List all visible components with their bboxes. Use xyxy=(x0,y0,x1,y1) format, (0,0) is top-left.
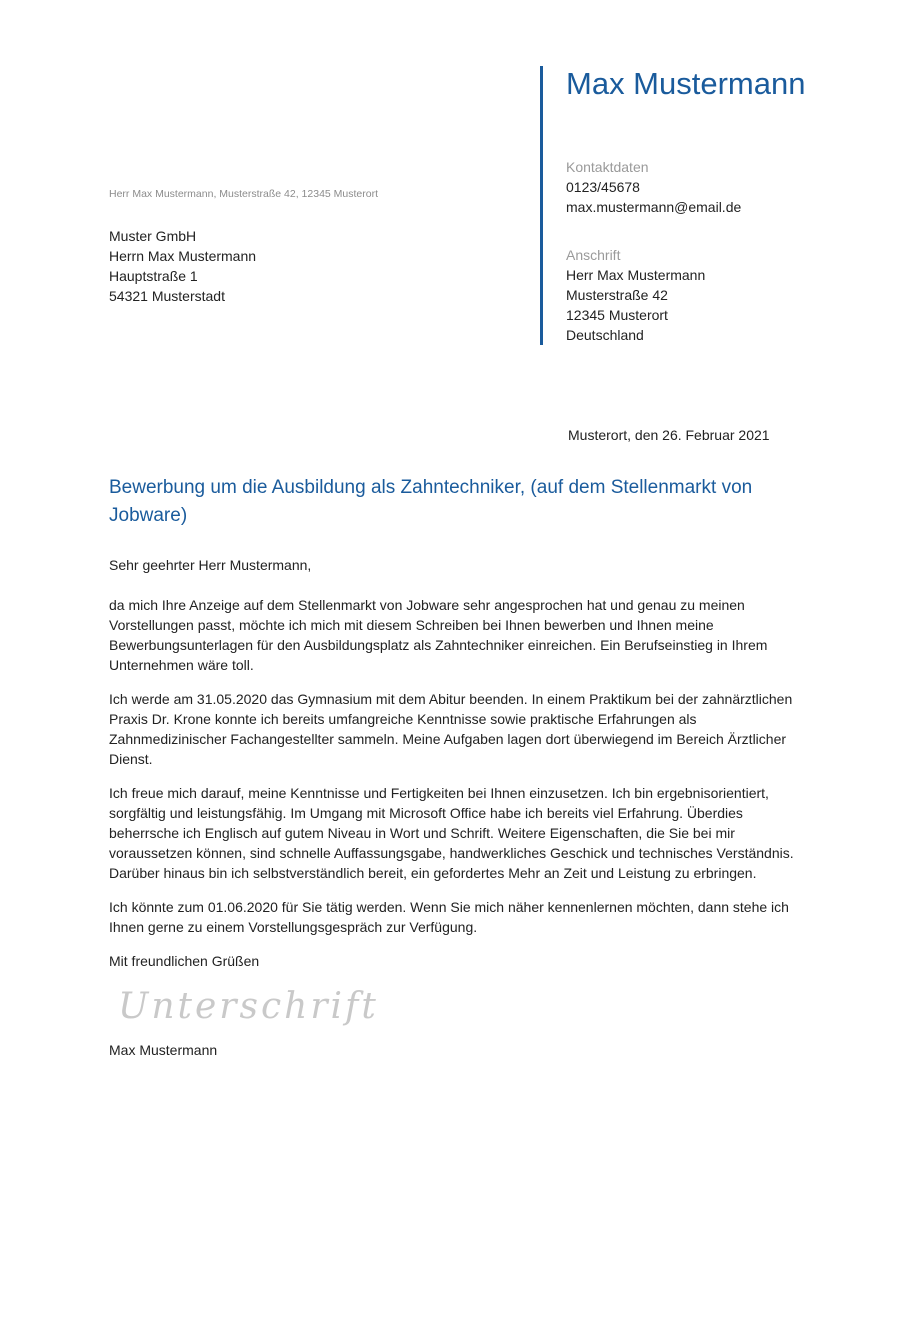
address-line: 12345 Musterort xyxy=(566,307,668,323)
recipient-block xyxy=(109,226,256,306)
salutation: Sehr geehrter Herr Mustermann, xyxy=(109,557,312,573)
body-paragraph: Ich freue mich darauf, meine Kenntnisse und Fertigkeiten bei Ihnen einzusetzen. Ich bin ergebnisorientiert, sorgfältig und leistungsfähig. Im Umgang mit Microsoft Office habe ich bereits viel Erfahrung. Überdies beherrsche ich Englisch auf gutem Niveau in Wort und Schrift. Weitere Eigenschaften, die Sie bei mir voraussetzen können, sind schnelle Auffassungsgabe, handwerkliches Geschick und technisches Verständnis. Darüber hinaus bin ich selbstverständlich bereit, ein gefordertes Mehr an Zeit und Leistung zu erbringen. xyxy=(109,785,794,881)
body-paragraph: Ich werde am 31.05.2020 das Gymnasium mit dem Abitur beenden. In einem Praktikum bei der zahnärztlichen Praxis Dr. Krone konnte ich bereits umfangreiche Kenntnisse sowie praktische Erfahrungen als Zahnmedizinischer Fachangestellter sammeln. Meine Aufgaben lagen dort überwiegend im Bereich Ärztlicher Dienst. xyxy=(109,691,793,767)
recipient-line: 54321 Musterstadt xyxy=(109,288,225,304)
closing: Mit freundlichen Grüßen xyxy=(109,953,260,969)
accent-divider xyxy=(540,66,543,345)
address-line: Musterstraße 42 xyxy=(566,287,668,303)
body-paragraph: Ich könnte zum 01.06.2020 für Sie tätig werden. Wenn Sie mich näher kennenlernen möchten, dann stehe ich Ihnen gerne zu einem Vorstellungsgespräch zur Verfügung. xyxy=(109,899,789,935)
letter-subject: Bewerbung um die Ausbildung als Zahntechniker, (auf dem Stellenmarkt von Jobware) xyxy=(109,477,753,526)
recipient-line: Muster GmbH xyxy=(109,228,197,244)
signer-name: Max Mustermann xyxy=(109,1042,218,1058)
address-block xyxy=(566,245,705,345)
address-label: Anschrift xyxy=(566,247,621,263)
sender-line: Herr Max Mustermann, Musterstraße 42, 12345 Musterort xyxy=(109,188,379,200)
address-line: Deutschland xyxy=(566,327,644,343)
contact-label: Kontaktdaten xyxy=(566,159,649,175)
contact-email: max.mustermann@email.de xyxy=(566,199,742,215)
applicant-name: Max Mustermann xyxy=(566,66,806,101)
letter-date: Musterort, den 26. Februar 2021 xyxy=(568,427,770,443)
contact-phone: 0123/45678 xyxy=(566,179,640,195)
address-line: Herr Max Mustermann xyxy=(566,267,706,283)
signature: Unterschrift xyxy=(118,986,379,1027)
body-paragraph: da mich Ihre Anzeige auf dem Stellenmarkt von Jobware sehr angesprochen hat und genau zu meinen Vorstellungen passt, möchte ich mich mit diesem Schreiben bei Ihnen bewerben und Ihnen meine Bewerbungsunterlagen für den Ausbildungsplatz als Zahntechniker einreichen. Ein Berufseinstieg in Ihrem Unternehmen wäre toll. xyxy=(109,597,768,673)
contact-block xyxy=(566,157,741,217)
recipient-line: Hauptstraße 1 xyxy=(109,268,198,284)
recipient-line: Herrn Max Mustermann xyxy=(109,248,257,264)
